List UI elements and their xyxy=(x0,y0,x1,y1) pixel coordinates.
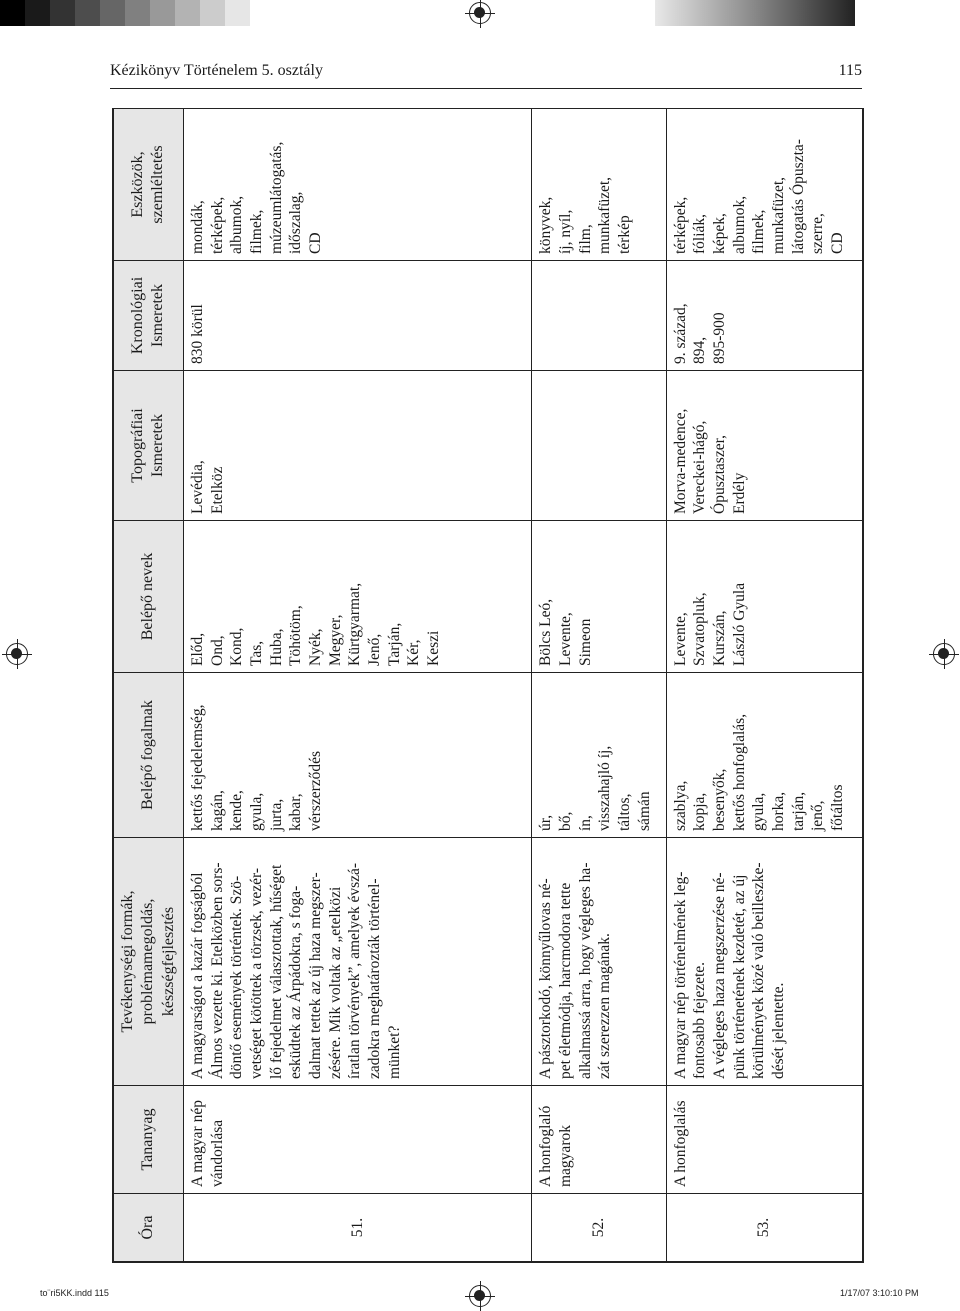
cell-ora: 53. xyxy=(666,1194,862,1262)
cell-tananyag xyxy=(532,1086,666,1194)
print-color-bar xyxy=(0,0,250,26)
cell-line: térképek, xyxy=(671,196,689,254)
cell-line: sámán xyxy=(635,791,653,831)
cell-line: fóliák, xyxy=(691,213,709,254)
cell-line: képek, xyxy=(710,213,728,254)
registration-mark-left xyxy=(6,643,28,665)
cell-line: Kurszán, xyxy=(710,610,728,666)
color-swatch xyxy=(0,0,25,26)
cell-line: dését jelentette. xyxy=(769,982,787,1079)
cell-line: bő, xyxy=(557,811,575,831)
cell-tevekenyseg xyxy=(532,838,666,1086)
cell-line: Keszi xyxy=(425,630,442,666)
cell-line: Simeon xyxy=(576,618,594,666)
cell-ora: 52. xyxy=(532,1194,666,1262)
table-header-row xyxy=(114,109,184,1262)
cell-eszkozok xyxy=(532,109,666,261)
cell-fogalmak xyxy=(666,673,862,838)
cell-line: 9. század, xyxy=(671,303,689,364)
cell-line: térképek, xyxy=(208,196,226,254)
cell-line: filmek, xyxy=(750,209,768,254)
table-row xyxy=(532,109,666,1262)
lesson-plan-table xyxy=(113,108,863,1262)
cell-line: A honfoglalás xyxy=(671,1100,689,1187)
cell-line: CD xyxy=(306,232,324,254)
cell-line: Ópusztaszer, xyxy=(710,435,728,514)
book-title: Kézikönyv Történelem 5. osztály xyxy=(110,62,323,79)
cell-line: magyarok xyxy=(557,1125,575,1187)
cell-kronologia xyxy=(666,261,862,371)
cell-line: Tas, xyxy=(247,640,265,666)
cell-line: Kond, xyxy=(228,627,246,666)
cell-topografia xyxy=(532,371,666,521)
cell-nevek xyxy=(666,521,862,673)
cell-line: táltos, xyxy=(616,793,634,831)
page-number: 115 xyxy=(838,62,862,79)
cell-line: A honfoglaló xyxy=(537,1105,555,1187)
registration-mark-top xyxy=(469,2,491,24)
registration-mark-right xyxy=(933,643,955,665)
cell-line: munkafüzet, xyxy=(596,176,614,254)
cell-line: körülmények közé való beilleszke- xyxy=(750,862,768,1079)
cell-line: horka, xyxy=(769,791,787,831)
cell-line: László Gyula xyxy=(730,582,748,666)
cell-line: vérszerződés xyxy=(306,750,324,831)
cell-line: 830 körül xyxy=(188,304,206,364)
cell-line: Bölcs Leó, xyxy=(537,598,555,666)
cell-line: Levente, xyxy=(671,612,689,666)
cell-line: film, xyxy=(576,224,594,254)
cell-line: úr, xyxy=(537,814,555,831)
color-swatch xyxy=(25,0,50,26)
table-row xyxy=(666,109,862,1262)
cell-line: CD xyxy=(828,232,846,254)
cell-line: Erdély xyxy=(730,472,748,514)
cell-line: Töhötöm, xyxy=(287,605,305,666)
cell-line: munkafüzet, xyxy=(769,176,787,254)
cell-line: 894, xyxy=(691,336,709,364)
table-row xyxy=(183,109,531,1262)
cell-line: münket? xyxy=(385,1025,403,1079)
cell-line: Etelköz xyxy=(208,466,226,514)
color-swatch xyxy=(150,0,175,26)
cell-fogalmak xyxy=(183,673,531,838)
cell-line: A pásztorkodó, könnyűlovas né- xyxy=(537,878,555,1079)
cell-line: A magyar nép történelmének leg- xyxy=(671,871,689,1079)
cell-line: Nyék, xyxy=(306,628,324,666)
color-swatch xyxy=(50,0,75,26)
color-swatch xyxy=(225,0,250,26)
column-header-tevekenyseg: Tevékenységi formák, problémamegoldás, készségfejlesztés xyxy=(114,838,184,1086)
cell-line: múzeumlátogatás, xyxy=(267,141,285,254)
cell-line: döntő események történtek. Szö- xyxy=(228,875,246,1079)
cell-line: kabar, xyxy=(287,793,305,831)
cell-line: A magyar nép xyxy=(188,1100,206,1187)
cell-line: kettős honfoglalás, xyxy=(730,713,748,831)
color-swatch xyxy=(200,0,225,26)
cell-line: gyula, xyxy=(247,792,265,831)
column-header-ora: Óra xyxy=(114,1194,184,1262)
cell-line: filmek, xyxy=(247,209,265,254)
cell-line: kopja, xyxy=(691,792,709,831)
lesson-plan-table-area xyxy=(112,108,864,1263)
cell-line: pet életmódja, harcmodora tette xyxy=(557,882,575,1079)
cell-kronologia xyxy=(183,261,531,371)
cell-line: zésére. Mik voltak az „etelközi xyxy=(326,886,344,1079)
cell-line: térkép xyxy=(616,215,634,254)
cell-line: Vereckei-hágó, xyxy=(691,420,709,514)
footer-timestamp: 1/17/07 3:10:10 PM xyxy=(840,1288,919,1298)
cell-nevek xyxy=(183,521,531,673)
cell-eszkozok xyxy=(666,109,862,261)
cell-tevekenyseg xyxy=(666,838,862,1086)
cell-line: vetséget kötöttek a törzsek, vezér- xyxy=(247,868,265,1079)
cell-line: Megyer, xyxy=(326,614,344,666)
color-swatch xyxy=(75,0,100,26)
cell-line: ín, xyxy=(576,815,594,831)
cell-line: Tarján, xyxy=(385,622,403,666)
cell-line: kende, xyxy=(228,790,246,831)
cell-line: időszalag, xyxy=(287,191,305,254)
cell-line: mondák, xyxy=(188,200,206,254)
footer-filename: to¨ri5KK.indd 115 xyxy=(40,1288,109,1298)
cell-line: dalmat tettek az új haza megszer- xyxy=(306,872,324,1079)
page-header xyxy=(110,58,862,89)
cell-fogalmak xyxy=(532,673,666,838)
cell-line: főtáltos xyxy=(828,784,846,831)
cell-line: A magyarságot a kazár fogságból xyxy=(188,872,206,1079)
cell-line: zát szerezzen magának. xyxy=(596,933,614,1079)
registration-mark-bottom xyxy=(469,1285,491,1307)
cell-line: Álmos vezette ki. Etelközben sors- xyxy=(208,862,226,1079)
cell-line: vándorlása xyxy=(208,1119,226,1187)
cell-line: albumok, xyxy=(228,195,246,254)
cell-line: Huba, xyxy=(267,628,285,666)
cell-line: gyula, xyxy=(750,792,768,831)
cell-line: lő fejedelmet választottak, hűséget xyxy=(267,864,285,1079)
print-gray-strip xyxy=(655,0,855,26)
cell-line: zadokra meghatározták történel- xyxy=(365,878,383,1079)
cell-line: fontosabb fejezete. xyxy=(691,961,709,1079)
cell-topografia xyxy=(183,371,531,521)
cell-nevek xyxy=(532,521,666,673)
cell-line: tarján, xyxy=(789,791,807,831)
cell-line: Ond, xyxy=(208,635,226,666)
cell-tananyag xyxy=(666,1086,862,1194)
cell-line: esküdtek az Árpádokra, s foga- xyxy=(287,885,305,1079)
cell-line: alkalmassá arra, hogy végleges ha- xyxy=(576,862,594,1079)
cell-line: jurta, xyxy=(267,798,285,831)
cell-line: Levente, xyxy=(557,612,575,666)
cell-tevekenyseg xyxy=(183,838,531,1086)
cell-tananyag xyxy=(183,1086,531,1194)
cell-line: 895-900 xyxy=(710,312,728,364)
cell-ora: 51. xyxy=(183,1194,531,1262)
color-swatch xyxy=(125,0,150,26)
cell-line: kagán, xyxy=(208,790,226,831)
cell-line: Morva-medence, xyxy=(671,408,689,514)
cell-line: szablya, xyxy=(671,780,689,831)
rotated-table-container xyxy=(113,109,863,1262)
cell-line: íratlan törvények”, amelyek évszá- xyxy=(346,862,364,1079)
cell-kronologia xyxy=(532,261,666,371)
cell-line: szerre, xyxy=(809,213,827,254)
column-header-topografia: Topográfiai Ismeretek xyxy=(114,371,184,521)
cell-line: A végleges haza megszerzése né- xyxy=(710,872,728,1079)
cell-line: Jenő, xyxy=(365,633,383,666)
cell-line: albumok, xyxy=(730,195,748,254)
cell-line: Szvatopluk, xyxy=(691,592,709,666)
cell-line: besenyők, xyxy=(710,768,728,831)
column-header-fogalmak: Belépő fogalmak xyxy=(114,673,184,838)
cell-line: íj, nyíl, xyxy=(557,209,575,254)
column-header-kronologia: Kronológiai Ismeretek xyxy=(114,261,184,371)
cell-line: Előd, xyxy=(188,632,206,666)
color-swatch xyxy=(175,0,200,26)
cell-line: pünk történetének kezdetét, az új xyxy=(730,874,748,1079)
color-swatch xyxy=(100,0,125,26)
cell-line: látogatás Ópuszta- xyxy=(789,139,807,254)
column-header-nevek: Belépő nevek xyxy=(114,521,184,673)
cell-line: Kér, xyxy=(405,639,423,666)
column-header-tananyag: Tananyag xyxy=(114,1086,184,1194)
cell-line: visszahajló íj, xyxy=(596,745,614,831)
cell-line: jenő, xyxy=(809,800,827,831)
cell-line: könyvek, xyxy=(537,196,555,254)
cell-line: Kürtgyarmat, xyxy=(346,582,364,666)
cell-topografia xyxy=(666,371,862,521)
column-header-eszkozok: Eszközök, szemléltetés xyxy=(114,109,184,261)
table-body xyxy=(183,109,862,1262)
cell-line: Levédia, xyxy=(188,460,206,514)
cell-eszkozok xyxy=(183,109,531,261)
cell-line: kettős fejedelemség, xyxy=(188,704,206,831)
